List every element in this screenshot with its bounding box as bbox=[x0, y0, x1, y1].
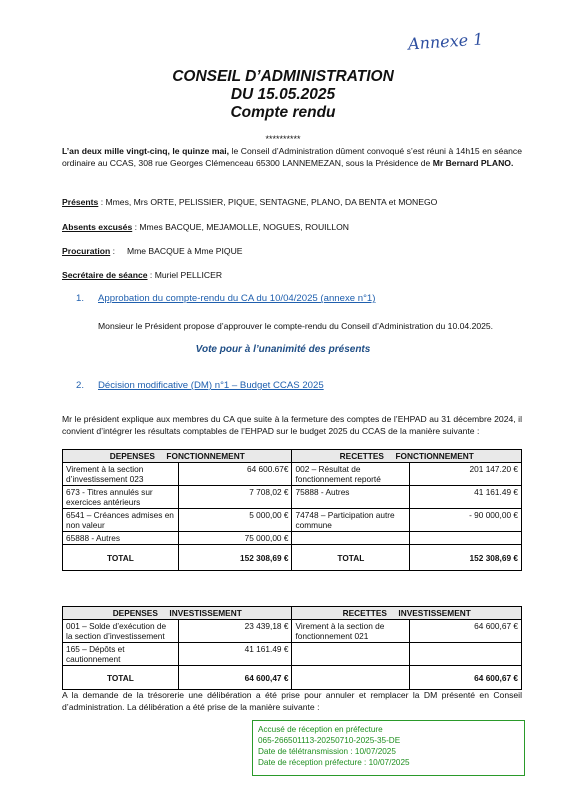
table-cell: 002 – Résultat de fonctionnement reporté bbox=[292, 463, 410, 486]
intro-paragraph bbox=[62, 146, 522, 169]
table-cell: 75888 - Autres bbox=[292, 486, 410, 509]
absents-line bbox=[62, 222, 349, 232]
table-cell: 64 600,67 € bbox=[410, 620, 522, 643]
section-1-text: Monsieur le Président propose d’approuver le compte-rendu du Conseil d’Administration du 10.04.2025. bbox=[98, 321, 494, 331]
table1-head-recettes: RECETTES FONCTIONNEMENT bbox=[292, 450, 522, 463]
annex-handwritten-label: Annexe 1 bbox=[407, 29, 484, 54]
absents-label: Absents excusés bbox=[62, 222, 133, 232]
investissement-table bbox=[62, 606, 522, 690]
table-total-row bbox=[63, 545, 522, 571]
attendees-line bbox=[62, 197, 437, 207]
table-row bbox=[63, 486, 522, 509]
table-row bbox=[63, 532, 522, 545]
section-1-title: Approbation du compte-rendu du CA du 10/04/2025 (annexe n°1) bbox=[98, 293, 376, 304]
president-name: Mr Bernard PLANO. bbox=[432, 157, 514, 168]
table2-total-depenses: 64 600,47 € bbox=[178, 666, 292, 690]
table2-total-label: TOTAL bbox=[63, 666, 179, 690]
table-cell: 673 - Titres annulés sur exercices antérieurs bbox=[63, 486, 179, 509]
prefecture-stamp bbox=[252, 720, 525, 776]
secretaire-line bbox=[62, 270, 222, 280]
secretaire-label: Secrétaire de séance bbox=[62, 270, 148, 280]
table2-head-depenses: DEPENSES INVESTISSEMENT bbox=[63, 607, 292, 620]
intro-text: le Conseil d’Administration dûment convoqué s’est réuni à 14h15 en séance ordinaire au CCAS, 308 rue Georges Clémenceau 65300 LANNEMEZAN, sous la Présidence de bbox=[62, 146, 522, 168]
section-2-number: 2. bbox=[76, 380, 85, 391]
table-cell: 41 161.49 € bbox=[410, 486, 522, 509]
table-cell: 201 147.20 € bbox=[410, 463, 522, 486]
stamp-line: Accusé de réception en préfecture bbox=[258, 725, 383, 734]
table-cell: 74748 – Participation autre commune bbox=[292, 509, 410, 532]
stamp-line: Date de réception préfecture : 10/07/2025 bbox=[258, 758, 410, 767]
procuration-line bbox=[62, 246, 243, 256]
table-cell bbox=[410, 532, 522, 545]
table-cell: Virement à la section d’investissement 023 bbox=[63, 463, 179, 486]
section-1-heading bbox=[76, 293, 375, 304]
table-row bbox=[63, 509, 522, 532]
closing-paragraph: A la demande de la trésorerie une délibération a été prise pour annuler et remplacer la DM présenté en Conseil d’administration. La délibération a été prise de la manière suivante : bbox=[62, 690, 522, 712]
stamp-line: 065-266501113-20250710-2025-35-DE bbox=[258, 736, 401, 745]
meeting-date: DU 15.05.2025 bbox=[230, 86, 336, 103]
table1-total-label-left: TOTAL bbox=[63, 545, 179, 571]
table-cell: 75 000,00 € bbox=[178, 532, 292, 545]
secretaire-text: : Muriel PELLICER bbox=[147, 270, 223, 280]
page-title: CONSEIL D’ADMINISTRATION bbox=[172, 68, 394, 85]
table-cell: Virement à la section de fonctionnement 021 bbox=[292, 620, 410, 643]
presents-label: Présents bbox=[62, 197, 99, 207]
vote-result: Vote pour à l’unanimité des présents bbox=[195, 344, 371, 355]
table-total-row bbox=[63, 666, 522, 690]
stamp-line: Date de télétransmission : 10/07/2025 bbox=[258, 747, 396, 756]
table-cell: 7 708,02 € bbox=[178, 486, 292, 509]
presents-text: : Mmes, Mrs ORTE, PELISSIER, PIQUE, SENTAGNE, PLANO, DA BENTA et MONEGO bbox=[98, 197, 438, 207]
intro-date: L’an deux mille vingt-cinq, le quinze mai, bbox=[62, 146, 230, 156]
table2-total-empty bbox=[292, 666, 410, 690]
page-subtitle: Compte rendu bbox=[230, 104, 336, 121]
table-cell: 001 – Solde d’exécution de la section d’investissement bbox=[63, 620, 179, 643]
table1-total-depenses: 152 308,69 € bbox=[178, 545, 292, 571]
table-row bbox=[63, 620, 522, 643]
table-cell: 41 161.49 € bbox=[178, 643, 292, 666]
table1-head-depenses: DEPENSES FONCTIONNEMENT bbox=[63, 450, 292, 463]
table-cell bbox=[292, 532, 410, 545]
section-2-title: Décision modificative (DM) n°1 – Budget CCAS 2025 bbox=[98, 380, 324, 391]
table-cell bbox=[292, 643, 410, 666]
separator-stars: ********** bbox=[265, 134, 301, 144]
table-cell bbox=[410, 643, 522, 666]
procuration-label: Procuration bbox=[62, 246, 111, 256]
fonctionnement-table bbox=[62, 449, 522, 571]
table-row bbox=[63, 463, 522, 486]
procuration-text: : Mme BACQUE à Mme PIQUE bbox=[110, 246, 243, 256]
section-2-text: Mr le président explique aux membres du CA que suite à la fermeture des comptes de l’EHPAD au 31 décembre 2024, il convient d’intégrer les résultats comptables de l’EHPAD sur le budget 2025 du CCAS de la manière suivante : bbox=[62, 414, 522, 436]
table-cell: 65888 - Autres bbox=[63, 532, 179, 545]
table1-total-label-right: TOTAL bbox=[292, 545, 410, 571]
section-2-heading bbox=[76, 380, 324, 391]
absents-text: : Mmes BACQUE, MEJAMOLLE, NOGUES, ROUILLON bbox=[132, 222, 350, 232]
table-cell: 23 439,18 € bbox=[178, 620, 292, 643]
section-1-number: 1. bbox=[76, 293, 85, 304]
table-cell: 165 – Dépôts et cautionnement bbox=[63, 643, 179, 666]
table2-head-recettes: RECETTES INVESTISSEMENT bbox=[292, 607, 522, 620]
table-cell: - 90 000,00 € bbox=[410, 509, 522, 532]
table-row bbox=[63, 643, 522, 666]
table-cell: 5 000,00 € bbox=[178, 509, 292, 532]
table2-total-recettes: 64 600,67 € bbox=[410, 666, 522, 690]
table-cell: 64 600.67€ bbox=[178, 463, 292, 486]
table-cell: 6541 – Créances admises en non valeur bbox=[63, 509, 179, 532]
table1-total-recettes: 152 308,69 € bbox=[410, 545, 522, 571]
